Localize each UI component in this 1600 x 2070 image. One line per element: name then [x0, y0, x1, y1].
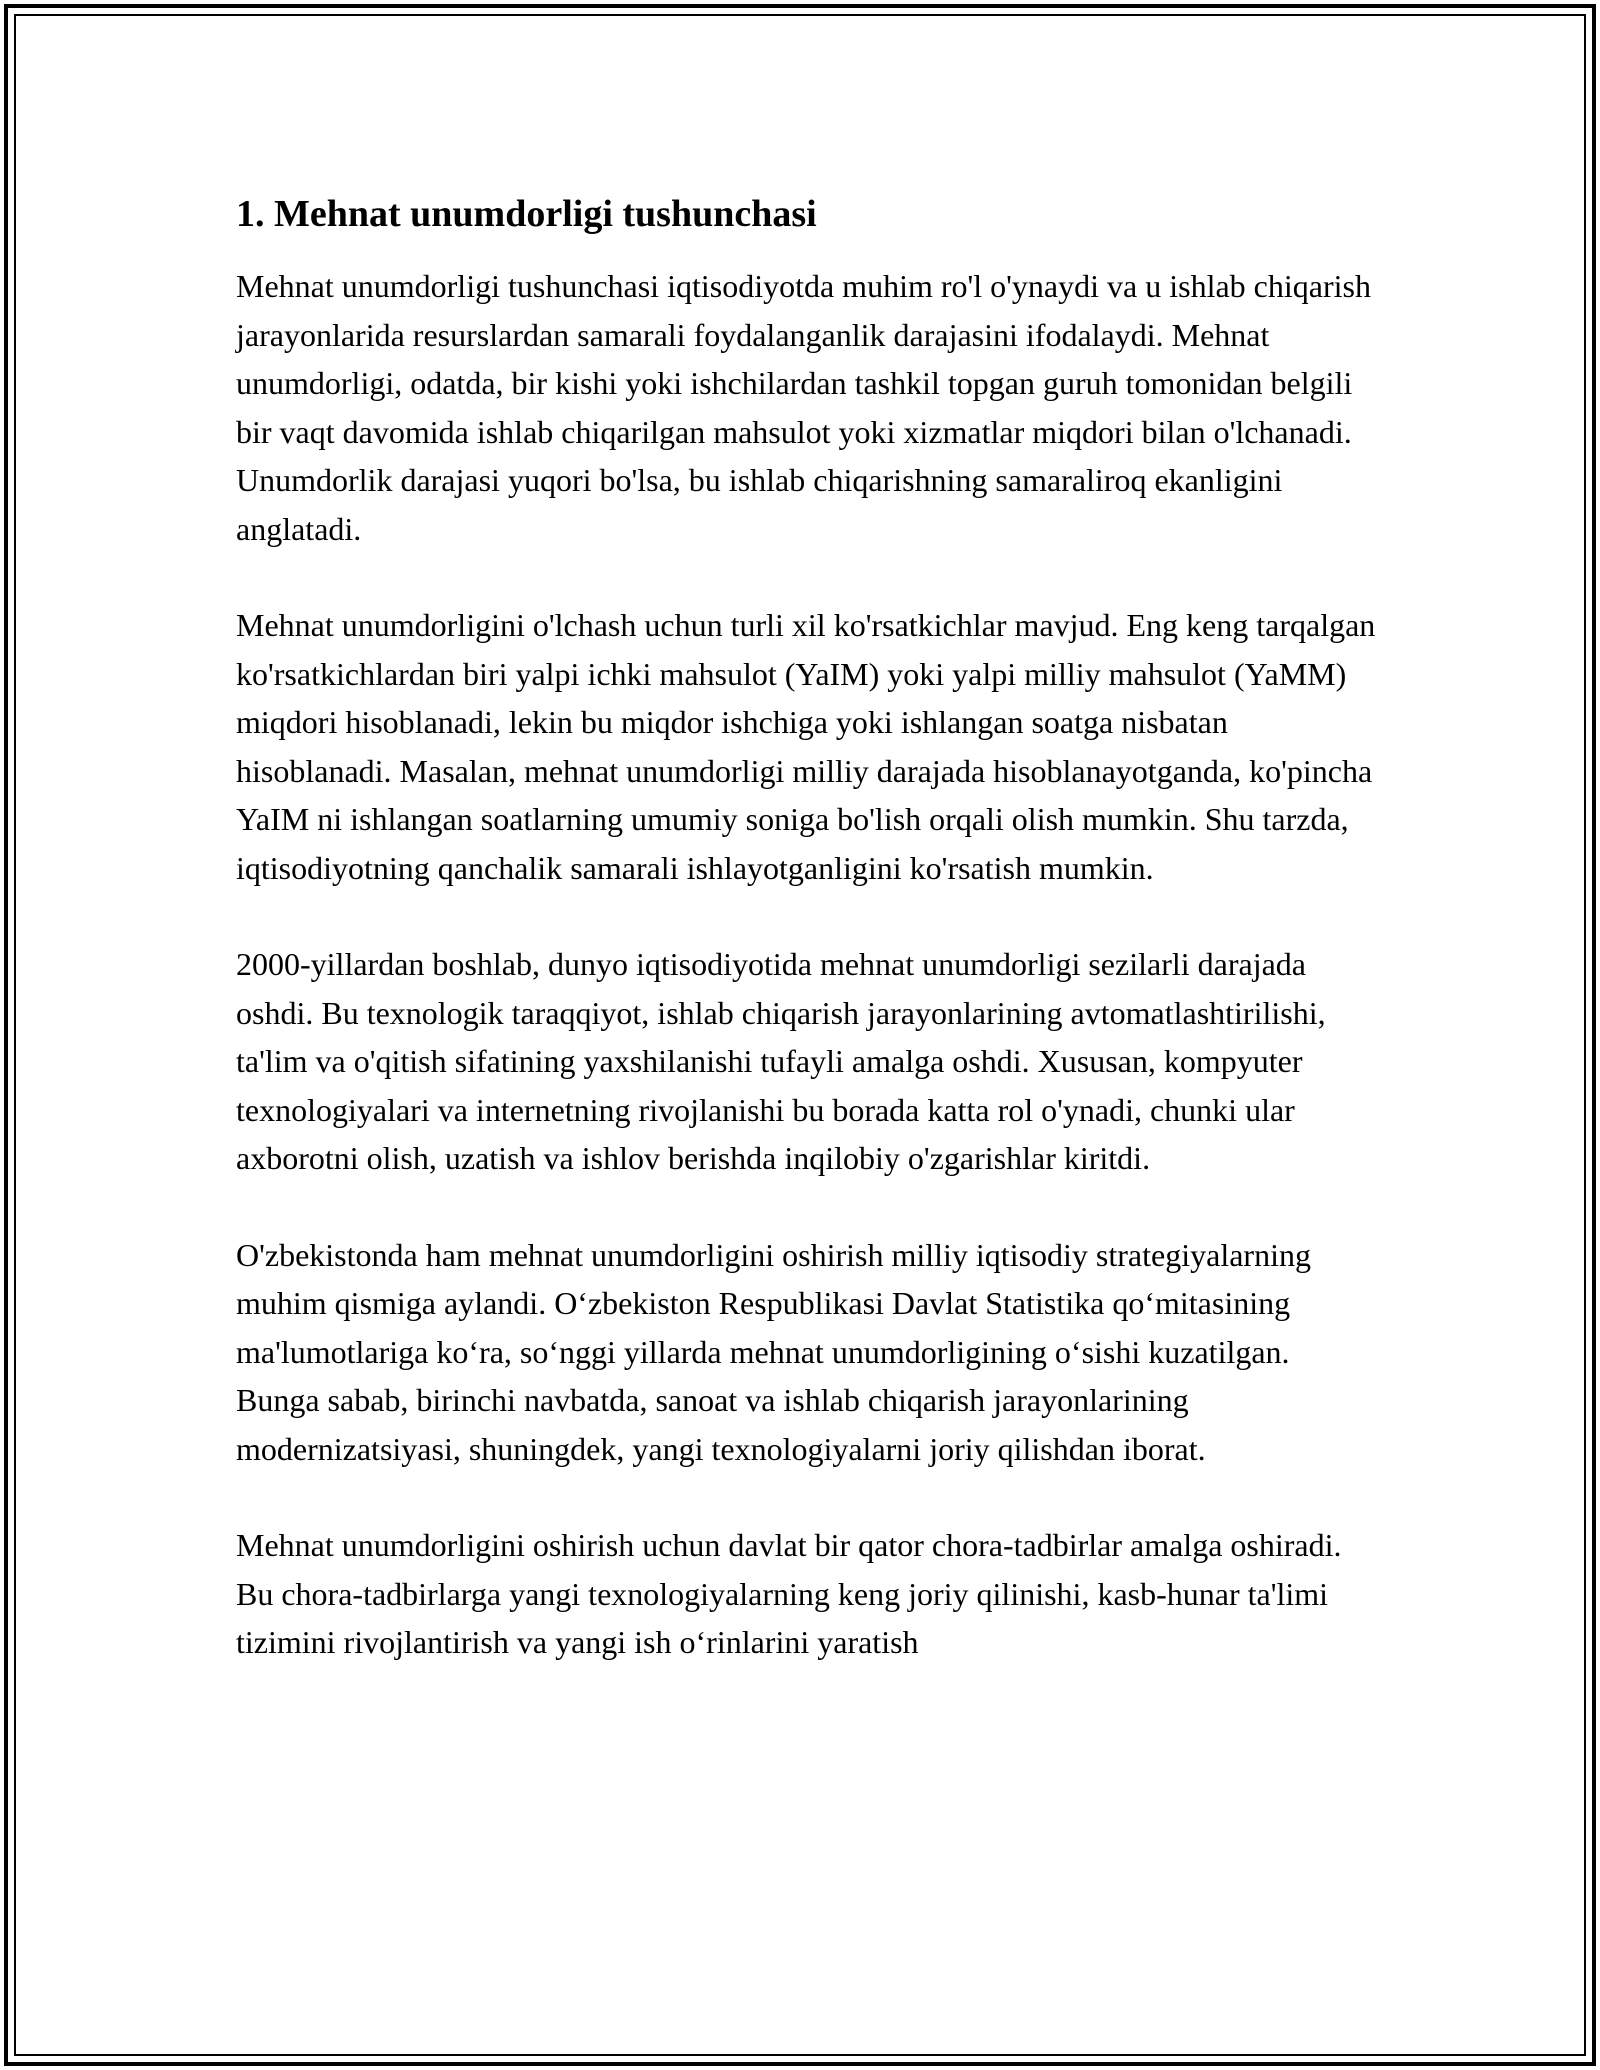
document-body: [236, 186, 1376, 1667]
paragraph-5: Mehnat unumdorligini oshirish uchun davlat bir qator chora-tadbirlar amalga oshiradi. Bu chora-tadbirlarga yangi texnologiyalarning keng joriy qilinishi, kasb-hunar ta'limi tizimini rivojlantirish va yangi ish o‘rinlarini yaratish: [236, 1527, 1342, 1660]
paragraph-4: O'zbekistonda ham mehnat unumdorligini oshirish milliy iqtisodiy strategiyalarning muhim qismiga aylandi. O‘zbekiston Respublikasi Davlat Statistika qo‘mitasining ma'lumotlariga ko‘ra, so‘nggi yillarda mehnat unumdorligining o‘sishi kuzatilgan. Bunga sabab, birinchi navbatda, sanoat va ishlab chiqarish jarayonlarining modernizatsiyasi, shuningdek, yangi texnologiyalarni joriy qilishdan iborat.: [236, 1236, 1311, 1467]
paragraph-3: 2000-yillardan boshlab, dunyo iqtisodiyotida mehnat unumdorligi sezilarli darajada oshdi. Bu texnologik taraqqiyot, ishlab chiqarish jarayonlarining avtomatlashtirilishi, ta'lim va o'qitish sifatining yaxshilanishi tufayli amalga oshdi. Xususan, kompyuter texnologiyalari va internetning rivojlanishi bu borada katta rol o'ynadi, chunki ular axborotni olish, uzatish va ishlov berishda inqilobiy o'zgarishlar kiritdi.: [236, 946, 1326, 1176]
paragraph-1: Mehnat unumdorligi tushunchasi iqtisodiyotda muhim ro'l o'ynaydi va u ishlab chiqarish jarayonlarida resurslardan samarali foydalanganlik darajasini ifodalaydi. Mehnat unumdorligi, odatda, bir kishi yoki ishchilardan tashkil topgan guruh tomonidan belgili bir vaqt davomida ishlab chiqarilgan mahsulot yoki xizmatlar miqdori bilan o'lchanadi. Unumdorlik darajasi yuqori bo'lsa, bu ishlab chiqarishning samaraliroq ekanligini anglatadi.: [236, 268, 1371, 547]
section-heading: 1. Mehnat unumdorligi tushunchasi: [236, 193, 817, 235]
paragraph-2: Mehnat unumdorligini o'lchash uchun turli xil ko'rsatkichlar mavjud. Eng keng tarqalgan ko'rsatkichlardan biri yalpi ichki mahsulot (YaIM) yoki yalpi milliy mahsulot (YaMM) miqdori hisoblanadi, lekin bu miqdor ishchiga yoki ishlangan soatga nisbatan hisoblanadi. Masalan, mehnat unumdorligi milliy darajada hisoblanayotganda, ko'pincha YaIM ni ishlangan soatlarning umumiy soniga bo'lish orqali olish mumkin. Shu tarzda, iqtisodiyotning qanchalik samarali ishlayotganligini ko'rsatish mumkin.: [236, 607, 1376, 886]
